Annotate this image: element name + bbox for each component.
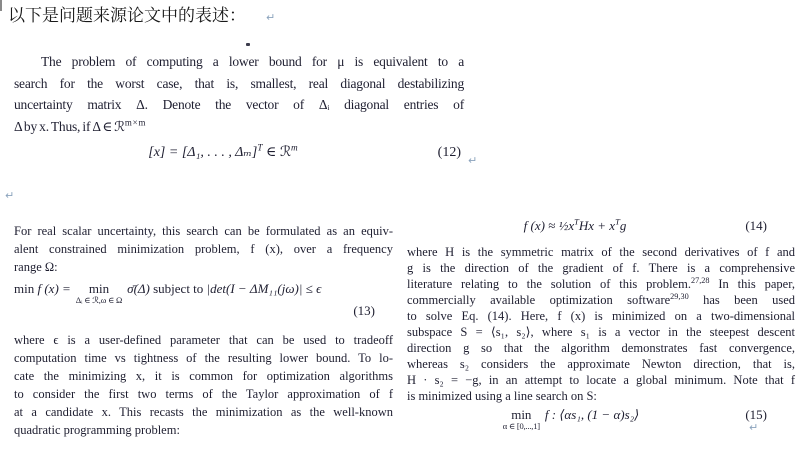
chinese-caption bbox=[8, 4, 275, 30]
equation-number: (14) bbox=[745, 218, 767, 233]
equation-15 bbox=[407, 407, 795, 433]
equation-segment: f : ⟨αs₁, (1 − α)s₂⟩ bbox=[544, 407, 640, 422]
citation-superscript: 29,30 bbox=[670, 291, 689, 301]
text-line: is minimized using a line search on S: bbox=[407, 389, 597, 403]
min-label: min bbox=[511, 407, 532, 422]
equation-segment: g bbox=[619, 218, 627, 233]
equation-15-body bbox=[377, 407, 765, 431]
right-column bbox=[407, 216, 795, 433]
equation-14 bbox=[407, 216, 795, 238]
equation-segment: min f (x) = bbox=[14, 281, 71, 296]
equation-12 bbox=[14, 143, 464, 165]
text-line: to consider the first two terms of the Taylor approximation of f bbox=[14, 387, 393, 401]
return-mark-icon: ↵ bbox=[468, 154, 478, 167]
equation-segment: ∈ ℛ bbox=[262, 145, 292, 160]
text-line: where H is the symmetric matrix of the second derivatives of f and bbox=[407, 245, 795, 259]
citation-superscript: 27,28 bbox=[690, 275, 710, 285]
text-line: quadratic programming problem: bbox=[14, 423, 180, 437]
right-paragraph bbox=[407, 244, 795, 404]
text-segment: has been used bbox=[688, 293, 795, 307]
text-line: range Ω: bbox=[14, 260, 58, 274]
equation-number: (15) bbox=[745, 407, 767, 422]
equation-number: (12) bbox=[437, 145, 461, 160]
text-line: computation time vs tightness of the resulting lower bound. To lo- bbox=[14, 351, 393, 365]
equation-segment: Hx + x bbox=[578, 218, 616, 233]
text-line: at a candidate x. This recasts the minimization as the well-known bbox=[14, 405, 393, 419]
paper-excerpt-top bbox=[14, 51, 464, 137]
text-line bbox=[14, 116, 464, 138]
text-segment: In this paper, bbox=[709, 277, 795, 291]
text-segment: commercially available optimization software bbox=[407, 293, 671, 307]
text-line: alent constrained minimization problem, f (x), over a frequency bbox=[14, 242, 393, 256]
text-line: direction g so that the algorithm demonstrates fast convergence, bbox=[407, 341, 795, 355]
text-line: search for the worst case, that is, smallest, real diagonal destabilizing bbox=[14, 75, 464, 91]
equation-segment: [x] = [Δ₁, . . . , Δₘ] bbox=[148, 145, 258, 160]
text-line: cate the minimizing x, it is common for optimization algorithms bbox=[14, 369, 393, 383]
min-subscript: α ∈ [0,...,1] bbox=[502, 421, 540, 431]
scan-artifact-corner bbox=[0, 0, 2, 11]
left-column bbox=[14, 222, 393, 439]
equation-segment: σ̄(Δ) subject to |det(I − ΔM₁₁(jω)| ≤ ϵ bbox=[127, 281, 322, 296]
return-mark-icon: ↵ bbox=[749, 421, 759, 434]
superscript: m × m bbox=[124, 117, 146, 127]
equation-number: (13) bbox=[353, 303, 375, 318]
min-operator-stack bbox=[503, 407, 540, 431]
min-subscript: Δᵢ ∈ ℛ,ω ∈ Ω bbox=[75, 295, 123, 305]
min-label: min bbox=[88, 281, 110, 296]
left-paragraph-2 bbox=[14, 331, 393, 439]
caption-text: 以下是问题来源论文中的表述： bbox=[8, 6, 246, 25]
text-segment: literature relating to the solution of this problem. bbox=[407, 277, 691, 291]
return-mark-icon: ↵ bbox=[266, 11, 276, 24]
scan-artifact-tick bbox=[246, 43, 250, 46]
text-line bbox=[407, 276, 795, 292]
text-line: The problem of computing a lower bound for μ is equivalent to a bbox=[41, 54, 464, 69]
text-line: where ϵ is a user-defined parameter that can be used to tradeoff bbox=[14, 333, 393, 347]
min-operator-stack bbox=[76, 281, 122, 305]
superscript: T bbox=[574, 216, 579, 227]
text-line: H · s₂ = −g, in an attempt to locate a global minimum. Note that f bbox=[407, 373, 795, 387]
superscript: T bbox=[257, 142, 263, 153]
text-line: subspace S = ⟨s₁, s₂⟩, where s₁ is a vector in the steepest descent bbox=[407, 325, 795, 339]
superscript: m bbox=[291, 142, 298, 153]
equation-segment: f (x) ≈ ½x bbox=[523, 218, 575, 233]
return-mark-icon: ↵ bbox=[5, 189, 15, 202]
text-line: uncertainty matrix Δ. Denote the vector of Δᵢ diagonal entries of bbox=[14, 97, 464, 112]
equation-12-body bbox=[0, 143, 448, 163]
superscript: T bbox=[615, 216, 620, 227]
text-segment: Δ by x. Thus, if Δ ∈ ℛ bbox=[14, 118, 125, 134]
equation-14-body bbox=[381, 216, 769, 236]
text-line: to solve Eq. (14). Here, f (x) is minimized on a two-dimensional bbox=[407, 309, 795, 323]
equation-13 bbox=[14, 281, 393, 305]
text-line: For real scalar uncertainty, this search can be formulated as an equiv- bbox=[14, 224, 393, 238]
text-line: whereas s₂ considers the approximate Newton direction, that is, bbox=[407, 357, 795, 371]
text-line: g is the direction of the gradient of f. There is a comprehensive bbox=[407, 261, 795, 275]
text-line bbox=[407, 292, 795, 308]
